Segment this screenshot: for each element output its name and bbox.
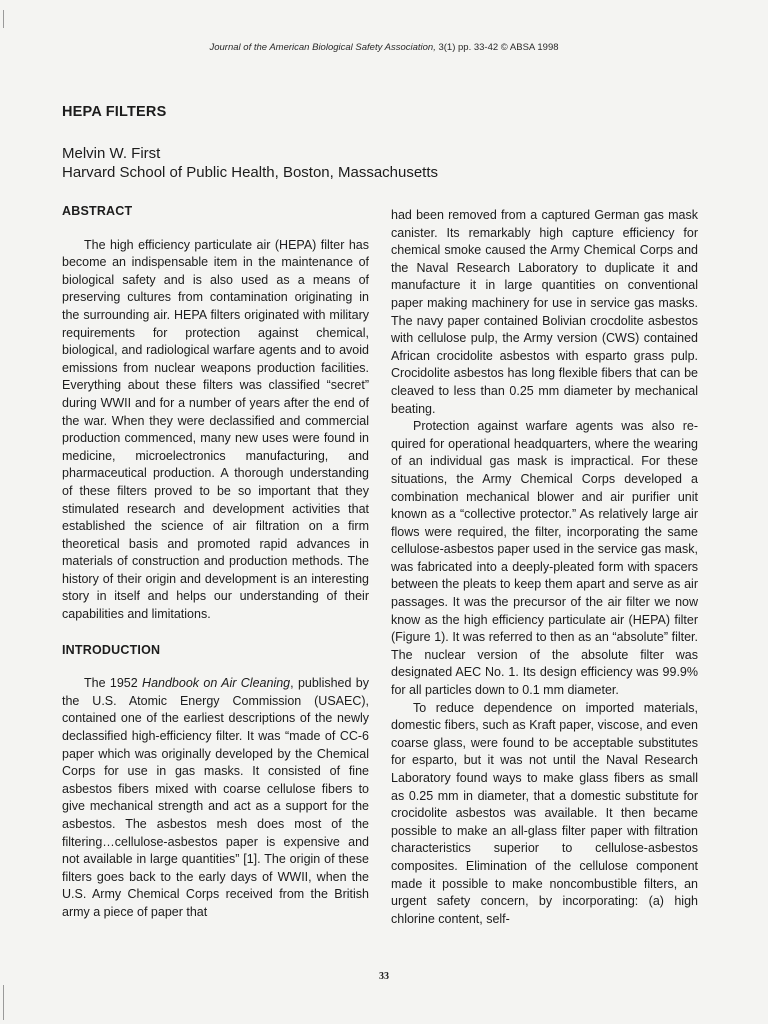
left-column	[62, 203, 369, 922]
abstract-paragraph: The high efficiency particulate air (HEPA) filter has become an indispensable item in the maintenance of biological safety and is also used as a means of preserving cultures from contamination originating in the surrounding air. HEPA filters originated with military requirements for protection against chemical, biological, and radiological warfare agents and to avoid emissions from nuclear weapons production facilities. Everything about these filters was classified “secret” during WWII and for a number of years after the end of the war. When they were declassified and commercial production commenced, many new uses were found in medicine, microelectronics manufacturing, and pharmaceutical production. A thorough understanding of these filters proved to be so important that they stimulated research and development activities that established the science of air filtration on a firm theoretical basis and promoted rapid advances in materials of construction and production methods. The history of their origin and development is an interesting story in itself and helps our understanding of their capabilities and limitations.	[62, 237, 369, 622]
intro-rest: , published by the U.S. Atomic Energy Commission (USAEC), contained one of the earliest descriptions of the newly declassified high-efficiency filter. It was “made of CC-6 paper which was originally developed by the Chemical Corps for use in gas masks. It consisted of fine asbestos fibers mixed with coarse cellulose fibers to give mechanical strength and act as a support for the asbestos. The asbestos mesh does most of the filtering…cellulose-asbestos paper is expensive and not available in large quantities” [1]. The origin of these filters goes back to the early days of WWII, when the U.S. Army Chemical Corps received from the British army a piece of paper that	[62, 676, 370, 919]
right-column	[391, 207, 698, 928]
handbook-title: Handbook on Air Cleaning	[142, 676, 291, 691]
journal-name: Journal of the American Biological Safety Association,	[209, 42, 436, 53]
author-affiliation: Harvard School of Public Health, Boston, Massachusetts	[62, 164, 439, 181]
intro-lead: The 1952	[84, 676, 143, 691]
journal-header	[0, 42, 768, 53]
page-number: 33	[379, 971, 389, 982]
scan-edge-mark	[3, 985, 4, 1020]
abstract-heading: ABSTRACT	[62, 204, 133, 218]
scan-edge-mark	[3, 10, 4, 28]
author-name: Melvin W. First	[62, 145, 161, 162]
journal-citation: 3(1) pp. 33-42 © ABSA 1998	[438, 42, 559, 53]
introduction-paragraph-2: Protection against warfare agents was also required for operational headquarters, where the wearing of an individual gas mask is impractical. For these situations, the Army Chemical Corps developed a combination mechanical blower and air purifier unit known as a “collective protector.” As relatively large air flows were required, the filter, incorporating the same cellulose-asbestos paper used in the service gas mask, was fabricated into a deeply-pleated form with spacers between the pleats to keep them apart and serve as air passages. It was the precursor of the air filter we now know as the high efficiency particulate air (HEPA) filter (Figure 1). It was referred to then as an “absolute” filter. The nuclear version of the absolute filter was designated AEC No. 1. Its design efficiency was 99.9% for all particles down to 0.1 mm diameter.	[391, 419, 698, 698]
introduction-paragraph-1	[62, 675, 369, 921]
article-title: HEPA FILTERS	[62, 104, 167, 120]
introduction-paragraph-3: To reduce dependence on imported materials, domestic fibers, such as Kraft paper, viscose, and even coarse glass, were found to be acceptable substitutes for esparto, but it was not until the Naval Research Laboratory found ways to make glass fibers as small as 0.25 mm in diameter, that a domestic substitute for crocidolite asbestos was available. It then became possible to make an all-glass filter paper with filtration characteristics superior to cellulose-asbestos composites. Elimination of the cellulose component made it possible to make noncombustible filters, an urgent safety concern, by incorporating: (a) high chlorine content, self-	[391, 700, 698, 926]
introduction-heading: INTRODUCTION	[62, 642, 161, 657]
introduction-paragraph-continued: had been removed from a captured German gas mask canister. Its remarkably high capture efficiency for chemical smoke caused the Army Chemical Corps and the Naval Research Laboratory to duplicate it and manufacture it in large quantities on conventional paper making machinery for use in service gas masks. The navy paper contained Bolivian crocdolite asbestos with cellulose pulp, the Army version (CWS) contained African crocidolite asbestos with esparto grass pulp. Crocidolite asbestos has long flexible fibers that can be cleaved to less than 0.25 mm diameter by mechanical beating.	[391, 208, 698, 416]
